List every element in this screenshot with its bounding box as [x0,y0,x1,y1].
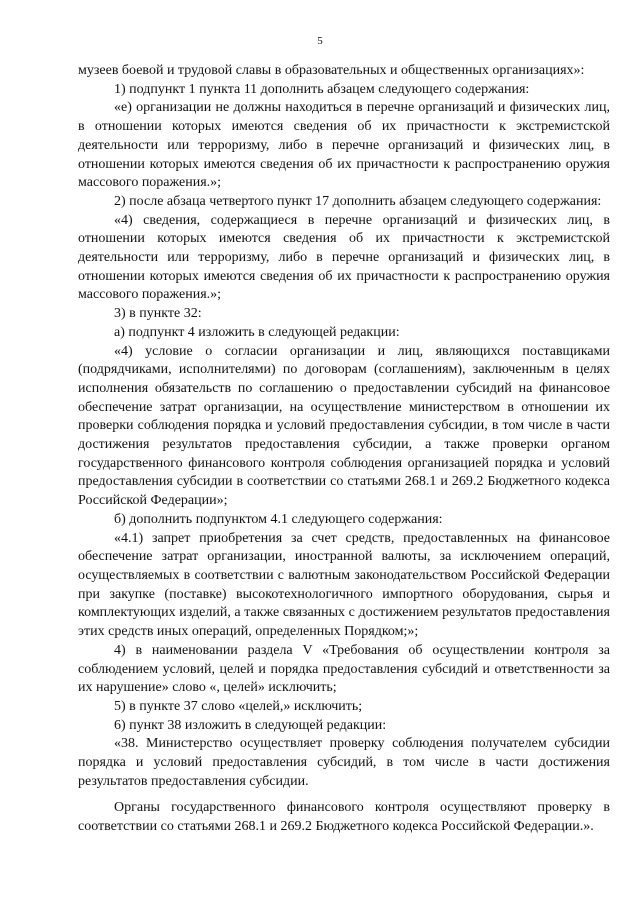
paragraph: «4) условие о согласии организации и лиц, являющихся поставщиками (подрядчиками, исполнителями) по договорам (соглашениям), заключенным в целях исполнения обязательств по соглашению о предоставлении субсидий на финансовое обеспечение затрат организации, на осуществление министерством в отношении их проверки соблюдения порядка и условий предоставления субсидии, в том числе в части достижения результатов предоставления субсидии, а также проверки органом государственного финансового контроля соблюдения организацией порядка и условий предоставления субсидии в соответствии со статьями 268.1 и 269.2 Бюджетного кодекса Российской Федерации»; [78,343,610,509]
paragraph: «е) организации не должны находиться в перечне организаций и физических лиц, в отношении которых имеются сведения об их причастности к экстремистской деятельности или терроризму, либо в перечне организаций и физических лиц, в отношении которых имеются сведения об их причастности к распространению оружия массового поражения.»; [78,100,610,191]
paragraph: 3) в пункте 32: [114,306,202,322]
page-number: 5 [317,35,323,47]
paragraph: Органы государственного финансового контроля осуществляют проверку в соответствии со статьями 268.1 и 269.2 Бюджетного кодекса Российской Федерации.». [78,800,610,835]
paragraph: 6) пункт 38 изложить в следующей редакции: [114,717,387,733]
paragraph: 1) подпункт 1 пункта 11 дополнить абзацем следующего содержания: [114,81,530,97]
paragraph: «38. Министерство осуществляет проверку соблюдения получателем субсидии порядка и условий предоставления субсидий, в том числе в части достижения результатов предоставления субсидии. [78,736,610,789]
paragraph: б) дополнить подпунктом 4.1 следующего содержания: [114,511,443,527]
paragraph: музеев боевой и трудовой славы в образовательных и общественных организациях»: [78,63,585,78]
document-body [78,62,610,837]
paragraph: 2) после абзаца четвертого пункт 17 дополнить абзацем следующего содержания: [114,193,602,209]
paragraph: «4.1) запрет приобретения за счет средств, предоставленных на финансовое обеспечение затрат организации, иностранной валюты, за исключением операций, осуществляемых в соответствии с валютным законодательством Российской Федерации при закупке (поставке) высокотехнологичного импортного оборудования, сырья и комплектующих изделий, а также связанных с достижением результатов предоставления этих средств иных операций, определенных Порядком;»; [78,530,610,640]
paragraph: 5) в пункте 37 слово «целей,» исключить; [114,698,363,714]
paragraph: «4) сведения, содержащиеся в перечне организаций и физических лиц, в отношении которых имеются сведения об их причастности к экстремистской деятельности или терроризму, либо в перечне организаций и физических лиц, в отношении которых имеются сведения об их причастности к распространению оружия массового поражения.»; [78,212,610,303]
paragraph: 4) в наименовании раздела V «Требования об осуществлении контроля за соблюдением условий, целей и порядка предоставления субсидий и ответственности за их нарушение» слово «, целей» исключить; [78,642,610,696]
paragraph: а) подпункт 4 изложить в следующей редакции: [114,324,400,340]
